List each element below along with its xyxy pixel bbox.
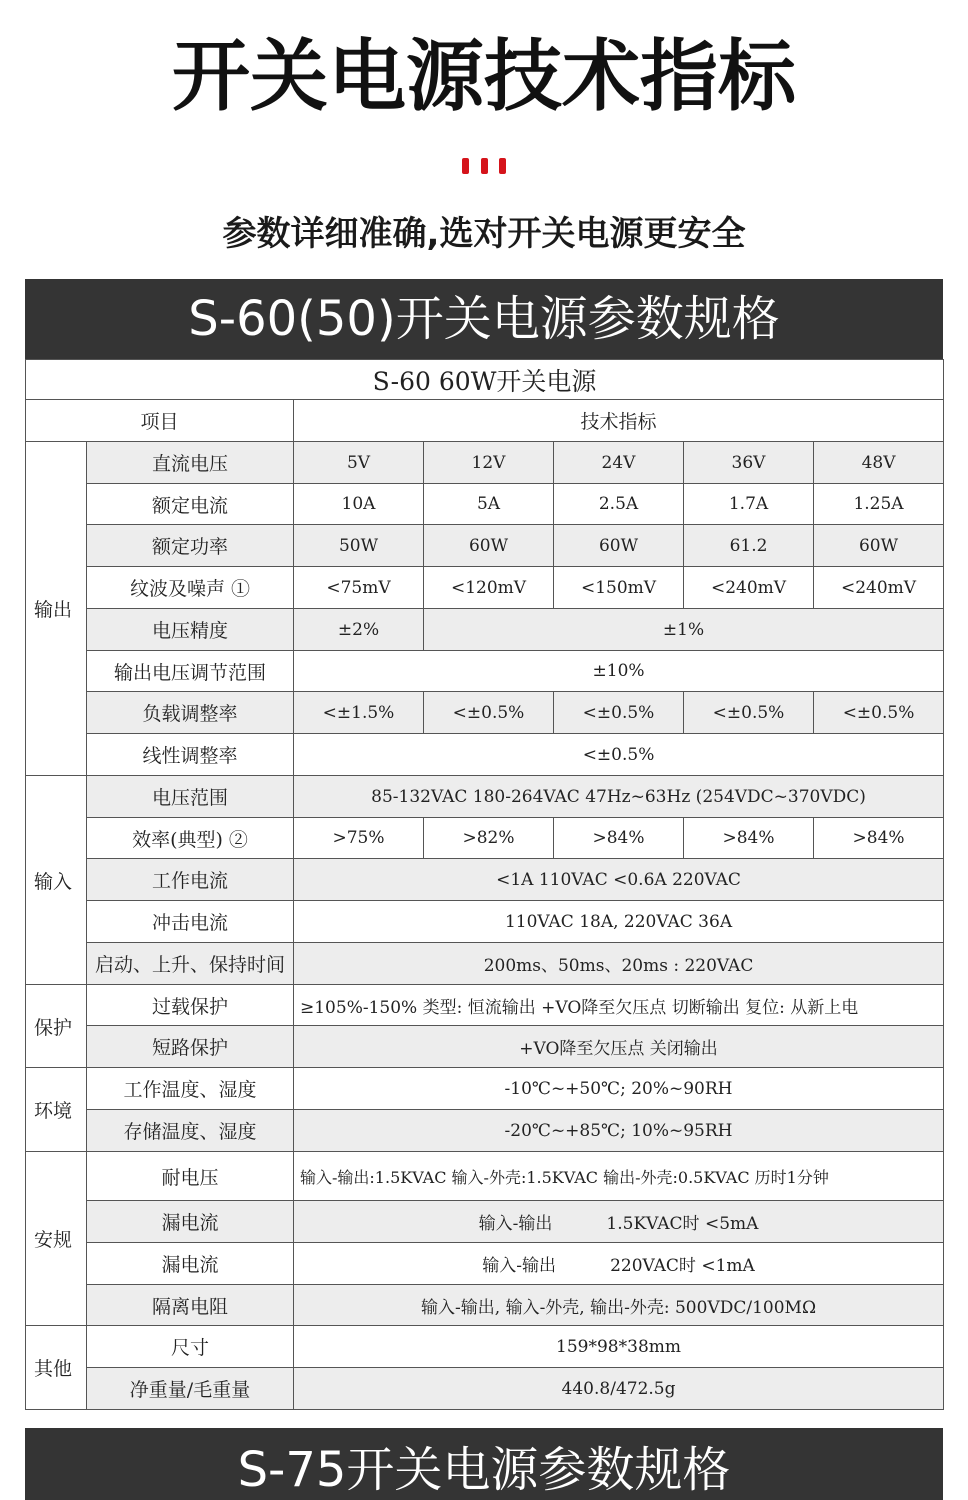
cell: 440.8/472.5g (294, 1368, 944, 1410)
row-label: 纹波及噪声 ① (87, 567, 294, 609)
cell: <240mV (684, 567, 814, 609)
cell: ±10% (294, 651, 944, 692)
table-row (26, 901, 944, 943)
cell: 60W (554, 525, 684, 567)
cell: 1.7A (684, 484, 814, 525)
cell: <±1.5% (294, 692, 424, 734)
cell: <±0.5% (554, 692, 684, 734)
cell: <±0.5% (814, 692, 944, 734)
cell: >84% (554, 818, 684, 859)
cell: 5V (294, 442, 424, 484)
cell: 输入-输出:1.5KVAC 输入-外壳:1.5KVAC 输出-外壳:0.5KVAC 历时1分钟 (294, 1152, 944, 1201)
table-row (26, 692, 944, 734)
cell: 5A (424, 484, 554, 525)
cell: -10℃~+50℃; 20%~90RH (294, 1068, 944, 1110)
cell: 60W (814, 525, 944, 567)
cell: >84% (684, 818, 814, 859)
cell: <±0.5% (684, 692, 814, 734)
row-label: 负载调整率 (87, 692, 294, 734)
cell: +VO降至欠压点 关闭输出 (294, 1026, 944, 1068)
table-row (26, 484, 944, 525)
cell: 200ms、50ms、20ms : 220VAC (294, 943, 944, 985)
row-label: 隔离电阻 (87, 1285, 294, 1326)
section-banner-s60: S-60(50)开关电源参数规格 (25, 279, 943, 359)
red-mark (481, 158, 488, 174)
row-label: 输出电压调节范围 (87, 651, 294, 692)
row-label: 电压范围 (87, 776, 294, 818)
cell: >82% (424, 818, 554, 859)
row-label: 启动、上升、保持时间 (87, 943, 294, 985)
table-row (26, 1326, 944, 1368)
row-label: 线性调整率 (87, 734, 294, 776)
group-input: 输入 (26, 776, 87, 985)
row-label: 尺寸 (87, 1326, 294, 1368)
cell: 48V (814, 442, 944, 484)
table-caption-row (26, 360, 944, 400)
row-label: 耐电压 (87, 1152, 294, 1201)
table-row (26, 859, 944, 901)
decorative-marks (462, 158, 506, 174)
cell: ±2% (294, 609, 424, 651)
row-label: 存储温度、湿度 (87, 1110, 294, 1152)
table-row (26, 1068, 944, 1110)
cell: 10A (294, 484, 424, 525)
cell: ≥105%-150% 类型: 恒流输出 +VO降至欠压点 切断输出 复位: 从新上电 (294, 985, 944, 1026)
row-label: 过载保护 (87, 985, 294, 1026)
cell: 110VAC 18A, 220VAC 36A (294, 901, 944, 943)
cell: 输入-输出 1.5KVAC时 <5mA (294, 1201, 944, 1243)
table-caption: S-60 60W开关电源 (26, 360, 944, 400)
red-mark (499, 158, 506, 174)
table-row (26, 1201, 944, 1243)
cell: <120mV (424, 567, 554, 609)
row-label: 额定电流 (87, 484, 294, 525)
table-row (26, 567, 944, 609)
table-row (26, 1285, 944, 1326)
table-row (26, 442, 944, 484)
section-banner-s75: S-75开关电源参数规格 (25, 1428, 943, 1500)
cell: 60W (424, 525, 554, 567)
cell: <±0.5% (294, 734, 944, 776)
table-row (26, 1110, 944, 1152)
table-row (26, 734, 944, 776)
cell: 24V (554, 442, 684, 484)
cell: 159*98*38mm (294, 1326, 944, 1368)
table-row (26, 651, 944, 692)
row-label: 短路保护 (87, 1026, 294, 1068)
cell: >84% (814, 818, 944, 859)
red-mark (462, 158, 469, 174)
spec-table (25, 359, 944, 1410)
cell: 1.25A (814, 484, 944, 525)
cell: <±0.5% (424, 692, 554, 734)
group-safety: 安规 (26, 1152, 87, 1326)
row-label: 工作温度、湿度 (87, 1068, 294, 1110)
row-label: 额定功率 (87, 525, 294, 567)
cell: 61.2 (684, 525, 814, 567)
header-spec: 技术指标 (294, 400, 944, 442)
table-row (26, 985, 944, 1026)
cell: <150mV (554, 567, 684, 609)
cell: 输入-输出 220VAC时 <1mA (294, 1243, 944, 1285)
cell: ±1% (424, 609, 944, 651)
page-title: 开关电源技术指标 (171, 32, 796, 122)
cell: <1A 110VAC <0.6A 220VAC (294, 859, 944, 901)
row-label: 漏电流 (87, 1201, 294, 1243)
table-row (26, 609, 944, 651)
cell: 50W (294, 525, 424, 567)
cell: <240mV (814, 567, 944, 609)
table-row (26, 818, 944, 859)
page-subtitle: 参数详细准确,选对开关电源更安全 (222, 214, 746, 254)
group-other: 其他 (26, 1326, 87, 1410)
row-label: 冲击电流 (87, 901, 294, 943)
row-label: 效率(典型) ② (87, 818, 294, 859)
cell: 85-132VAC 180-264VAC 47Hz~63Hz (254VDC~370VDC) (294, 776, 944, 818)
group-environment: 环境 (26, 1068, 87, 1152)
table-row (26, 525, 944, 567)
cell: -20℃~+85℃; 10%~95RH (294, 1110, 944, 1152)
cell: <75mV (294, 567, 424, 609)
cell: 2.5A (554, 484, 684, 525)
cell: 36V (684, 442, 814, 484)
table-row (26, 1243, 944, 1285)
group-output: 输出 (26, 442, 87, 776)
table-header-row (26, 400, 944, 442)
row-label: 电压精度 (87, 609, 294, 651)
table-row (26, 776, 944, 818)
row-label: 净重量/毛重量 (87, 1368, 294, 1410)
table-row (26, 1152, 944, 1201)
table-row (26, 943, 944, 985)
header-item: 项目 (26, 400, 294, 442)
row-label: 直流电压 (87, 442, 294, 484)
group-protection: 保护 (26, 985, 87, 1068)
row-label: 工作电流 (87, 859, 294, 901)
table-row (26, 1026, 944, 1068)
row-label: 漏电流 (87, 1243, 294, 1285)
cell: 输入-输出, 输入-外壳, 输出-外壳: 500VDC/100MΩ (294, 1285, 944, 1326)
cell: >75% (294, 818, 424, 859)
cell: 12V (424, 442, 554, 484)
table-row (26, 1368, 944, 1410)
